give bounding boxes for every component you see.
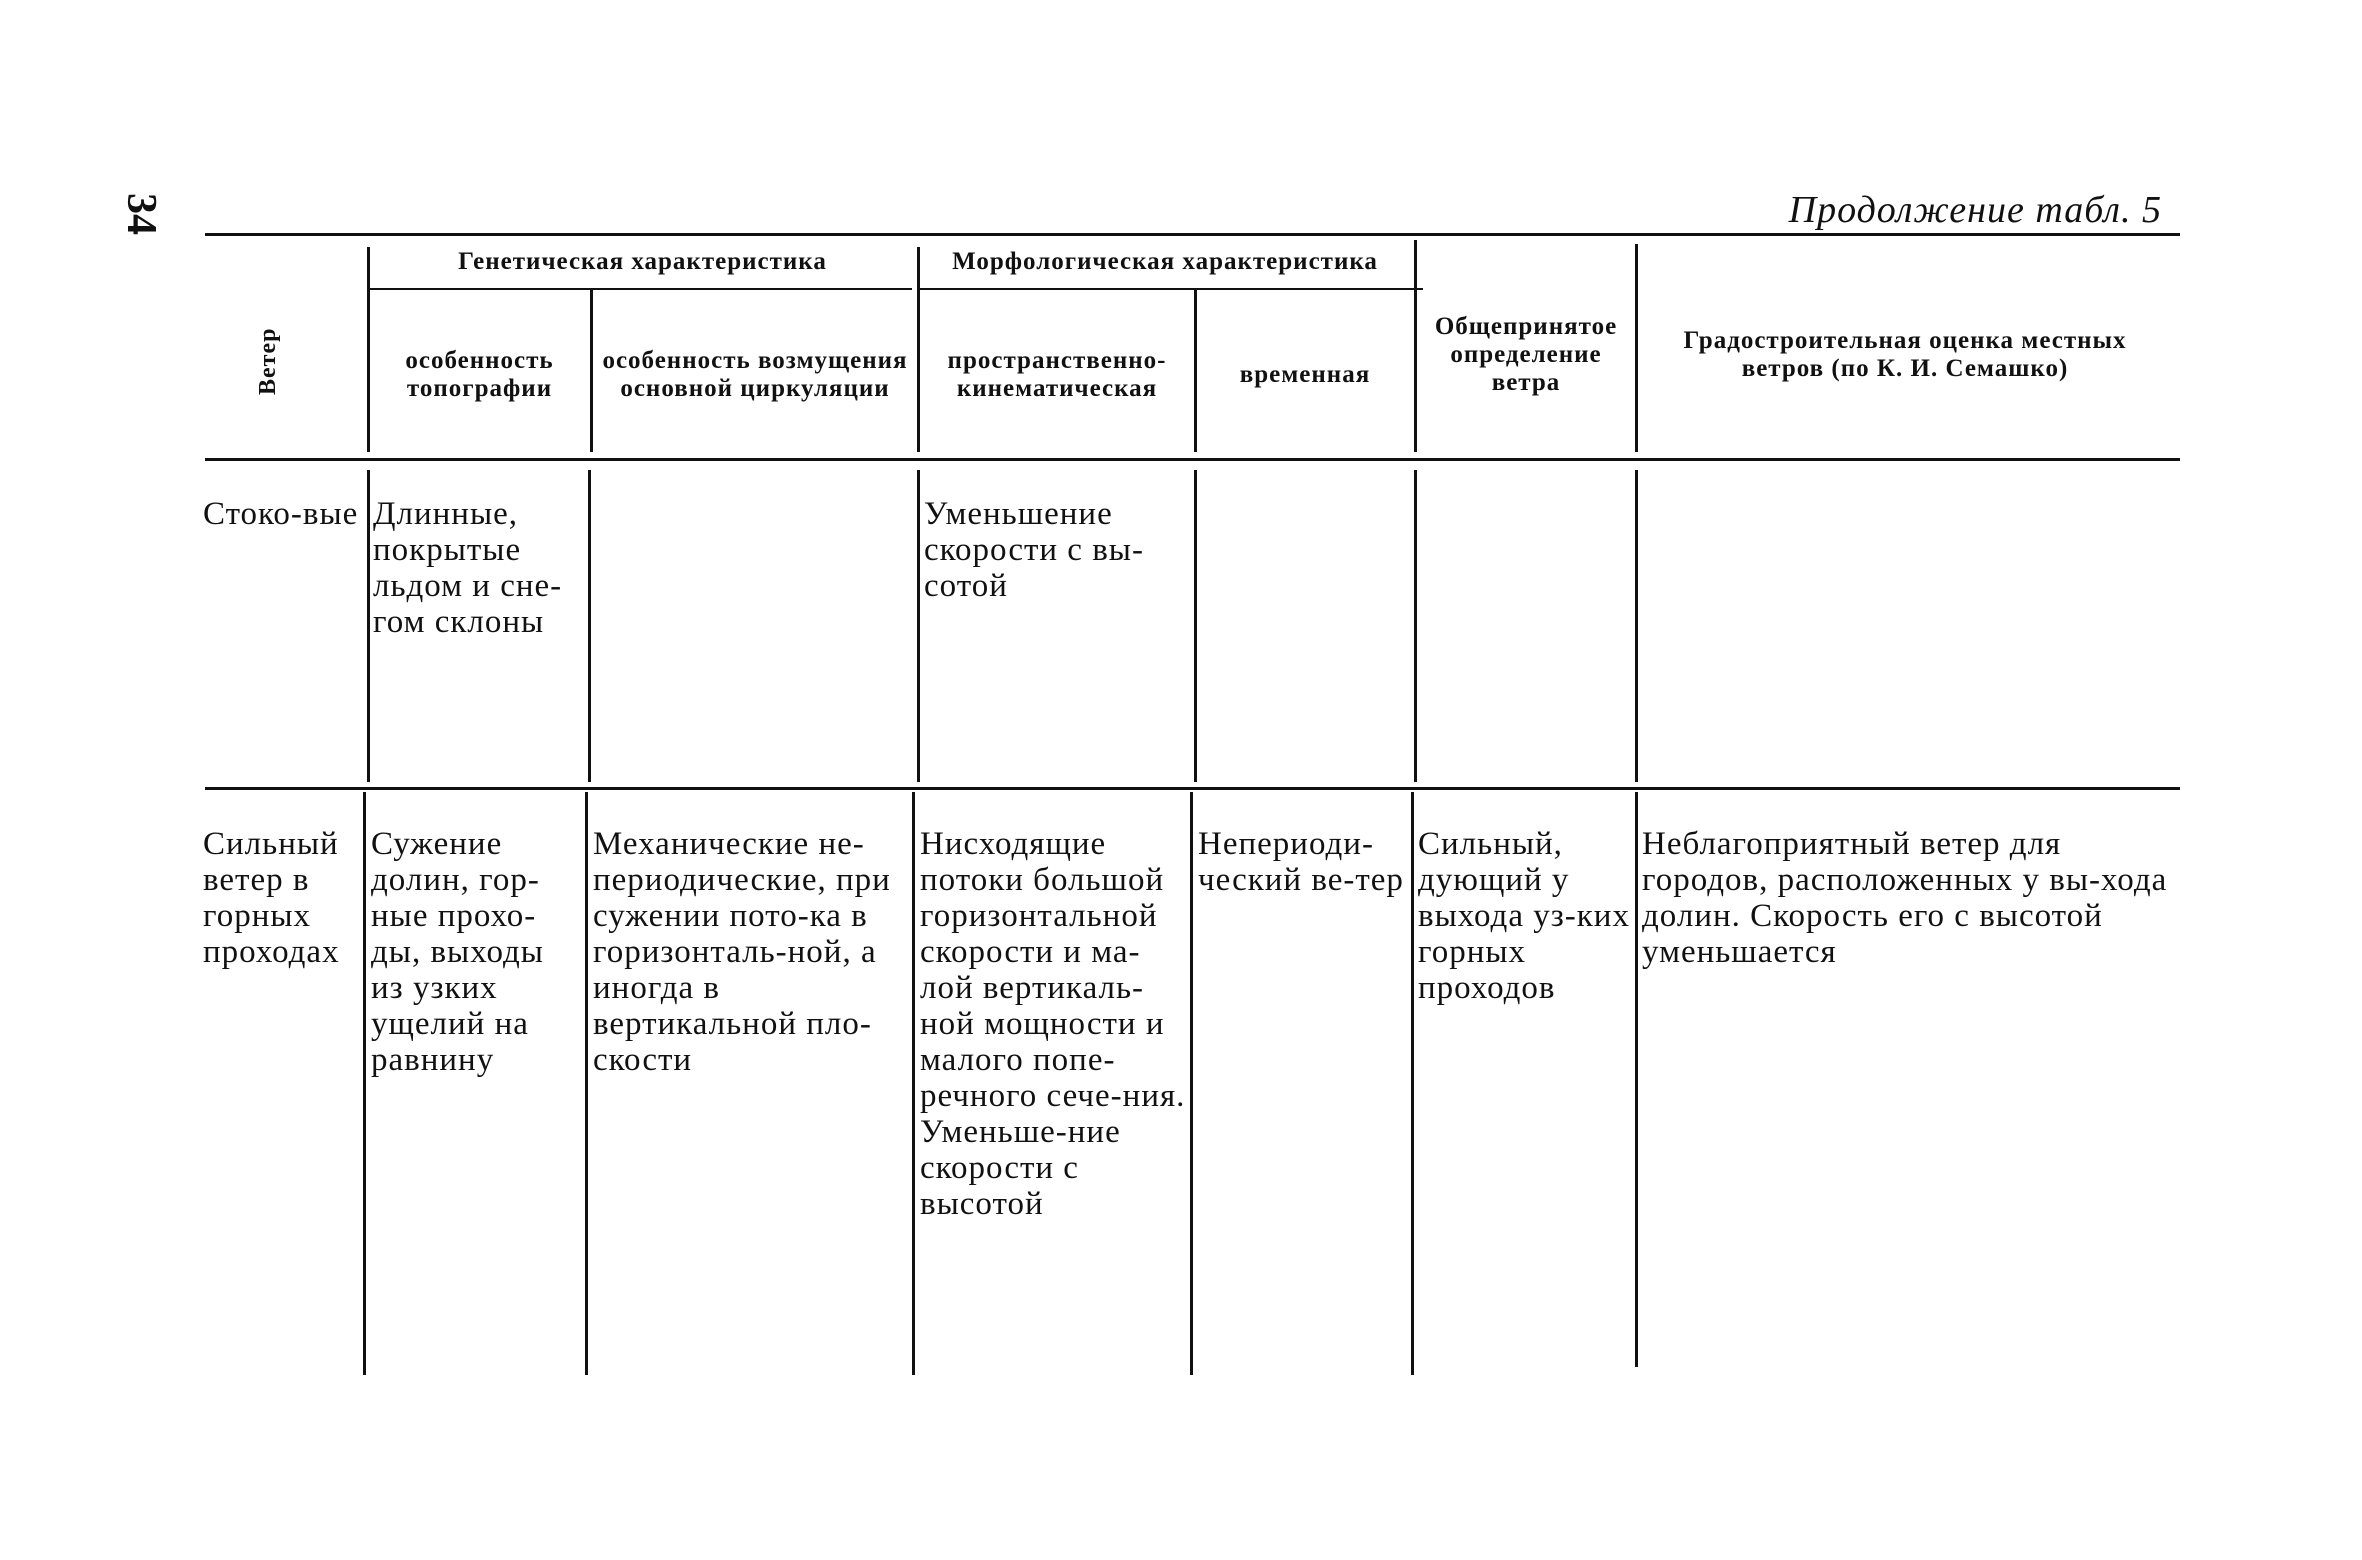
header-wind: Ветер <box>255 327 281 395</box>
col-divider-3-row2 <box>912 792 915 1375</box>
row2-spatial: Нисходящие потоки большой горизонтальной скорости и ма-лой вертикаль-ной мощности и малого попе-речного сече-ния. Уменьше-ние скорости с высотой <box>920 826 1186 1222</box>
header-common-definition: Общепринятое определение ветра <box>1434 313 1618 396</box>
col-divider-2-row2 <box>585 792 588 1375</box>
col-divider-5-row2 <box>1411 792 1414 1375</box>
header-genetic-group: Генетическая характеристика <box>458 248 827 275</box>
header-morph-spatial: пространственно-кинематическая <box>947 347 1167 402</box>
row2-temporal: Непериоди-ческий ве-тер <box>1198 826 1404 898</box>
col-divider-1-row2 <box>363 792 366 1375</box>
col-divider-4-row1 <box>1194 470 1197 782</box>
header-genetic-topography: особенность топографии <box>405 347 554 402</box>
col-divider-6-row2 <box>1635 792 1638 1367</box>
row1-topography: Длинные, покрытые льдом и сне-гом склоны <box>373 496 563 640</box>
row2-assessment: Неблагоприятный ветер для городов, расположенных у вы-хода долин. Скорость его с высотой уменьшается <box>1642 826 2168 970</box>
header-morph-temporal: временная <box>1239 361 1371 388</box>
col-divider-1 <box>367 247 370 452</box>
row-separator-rule <box>205 787 2180 790</box>
col-divider-3-row1 <box>917 470 920 782</box>
col-divider-6 <box>1635 244 1638 452</box>
row1-wind: Стоко-вые <box>203 496 359 532</box>
header-morph-group: Морфологическая характеристика <box>952 248 1378 275</box>
row1-spatial: Уменьшение скорости с вы-сотой <box>924 496 1144 604</box>
genetic-group-underline <box>370 288 912 290</box>
row2-definition: Сильный, дующий у выхода уз-ких горных проходов <box>1418 826 1630 1006</box>
header-urban-assessment: Градостроительная оценка местных ветров (по К. И. Семашко) <box>1683 327 2127 382</box>
col-divider-5-row1 <box>1414 470 1417 782</box>
col-divider-6-row1 <box>1635 470 1638 782</box>
col-divider-4 <box>1194 290 1197 452</box>
row2-disturbance: Механические не-периодические, при сужении пото-ка в горизонталь-ной, а иногда в вертикальной пло-скости <box>593 826 891 1078</box>
header-bottom-rule <box>205 458 2180 461</box>
morph-group-underline <box>920 288 1423 290</box>
col-divider-2 <box>590 290 593 452</box>
col-divider-5 <box>1414 240 1417 452</box>
page-number: 34 <box>118 193 164 235</box>
header-genetic-disturbance: особенность возмущения основной циркуляции <box>602 347 908 402</box>
row2-topography: Сужение долин, гор-ные прохо-ды, выходы из узких ущелий на равнину <box>371 826 544 1078</box>
row2-wind: Сильный ветер в горных проходах <box>203 826 340 970</box>
col-divider-1-row1 <box>367 470 370 782</box>
col-divider-4-row2 <box>1190 792 1193 1375</box>
col-divider-2-row1 <box>588 470 591 782</box>
table-caption: Продолжение табл. 5 <box>1788 189 2162 231</box>
table-top-rule <box>205 233 2180 236</box>
